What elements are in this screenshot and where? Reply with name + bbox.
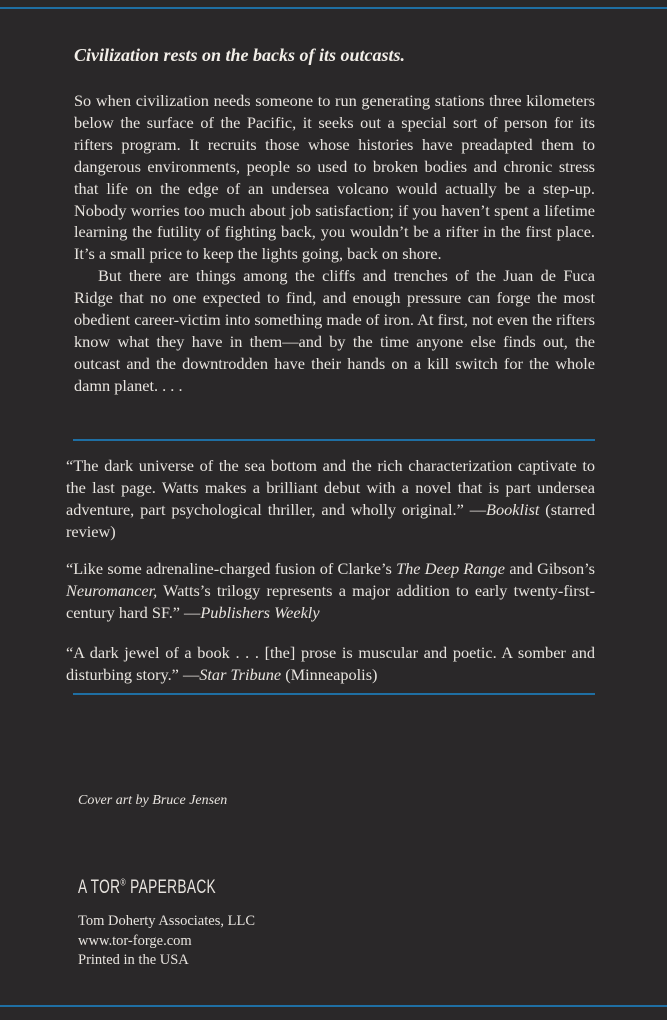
registered-mark: ® — [120, 877, 127, 889]
quote-text: “The dark universe of the sea bottom and the rich characterization captivate to the last page. Watts makes a brilliant debut with a novel that is part undersea adventure, part psychological thriller, and wholly original.” — — [66, 456, 595, 519]
synopsis — [74, 90, 595, 397]
synopsis-paragraph-1: So when civilization needs someone to run generating stations three kilometers below the surface of the Pacific, it seeks out a special sort of person for its rifters program. It recruits those whose histories have preadapted them to dangerous environments, people so used to broken bodies and chronic stress that life on the edge of an undersea volcano would actually be a step-up. Nobody worries too much about job satisfaction; if you haven’t spent a lifetime learning the futility of fighting back, you wouldn’t be a rifter in the first place. It’s a small price to keep the lights going, back on shore. — [74, 91, 595, 264]
quote-text: “Like some adrenaline-charged fusion of Clarke’s — [66, 559, 397, 578]
quote-text: and Gibson’s — [505, 559, 595, 578]
quotes-top-rule — [73, 439, 595, 441]
imprint-suffix: PAPERBACK — [126, 877, 217, 898]
quote-note: (starred review) — [66, 499, 595, 541]
quote-source: Publishers Weekly — [200, 602, 320, 622]
cover-art-credit: Cover art by Bruce Jensen — [78, 793, 228, 808]
tagline: Civilization rests on the backs of its outcasts. — [74, 45, 406, 65]
bottom-rule — [0, 1005, 667, 1007]
publisher-info — [78, 912, 255, 971]
review-quote-booklist — [66, 455, 595, 543]
book-title-deep-range: The Deep Range — [396, 559, 506, 578]
publisher-website: www.tor-forge.com — [78, 932, 192, 949]
quote-source: Booklist — [486, 499, 540, 519]
quote-text: Watts’s trilogy represents a major addition to early twenty-first-century hard SF.” — — [66, 580, 595, 622]
imprint-logo — [78, 877, 216, 899]
publisher-name: Tom Doherty Associates, LLC — [78, 913, 255, 929]
printed-in: Printed in the USA — [78, 952, 189, 968]
quote-text: “A dark jewel of a book . . . [the] prose is muscular and poetic. A somber and disturbing story.” — — [66, 643, 595, 684]
synopsis-paragraph-2: But there are things among the cliffs and trenches of the Juan de Fuca Ridge that no one expected to find, and enough pressure can forge the most obedient career-victim into something made of iron. At first, not even the rifters know what they have in them—and by the time anyone else finds out, the outcast and the downtrodden have their hands on a kill switch for the whole damn planet. . . . — [74, 266, 595, 395]
review-quote-publishers-weekly — [66, 558, 595, 624]
quotes-bottom-rule — [73, 693, 595, 695]
book-title-neuromancer: Neuromancer, — [66, 580, 158, 600]
review-quote-star-tribune — [66, 642, 595, 686]
imprint-prefix: A TOR — [78, 877, 121, 898]
quote-source: Star Tribune — [199, 664, 282, 684]
quote-note: (Minneapolis) — [281, 664, 378, 684]
top-rule — [0, 7, 667, 9]
